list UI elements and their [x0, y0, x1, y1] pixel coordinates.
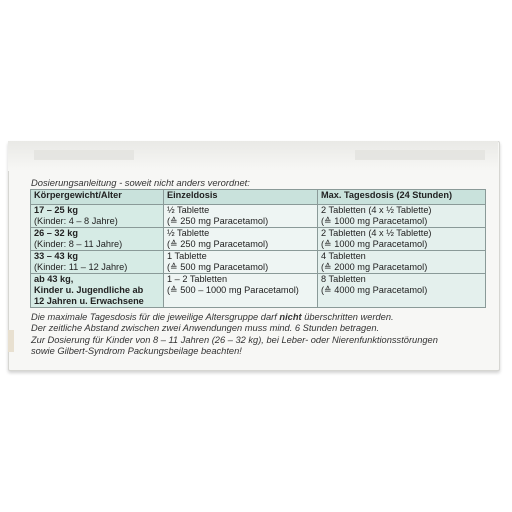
max-dose-mg: (≙ 4000 mg Paracetamol)	[321, 285, 428, 295]
max-dose-mg: (≙ 2000 mg Paracetamol)	[321, 262, 428, 272]
dosage-intro: Dosierungsanleitung - soweit nicht anders verordnet:	[31, 177, 250, 188]
table-row	[31, 205, 486, 228]
note-line-gilbert: sowie Gilbert-Syndrom Packungsbeilage beachten!	[31, 346, 242, 357]
table-header-row	[31, 190, 486, 205]
max-dose: 4 Tabletten	[321, 251, 366, 261]
header-single-dose: Einzeldosis	[164, 190, 318, 205]
single-dose: ½ Tablette	[167, 228, 210, 238]
age-range: (Kinder: 11 – 12 Jahre)	[34, 262, 128, 272]
table-row	[31, 251, 486, 274]
single-dose-mg: (≙ 500 – 1000 mg Paracetamol)	[167, 285, 299, 295]
table-row	[31, 274, 486, 308]
single-dose-mg: (≙ 500 mg Paracetamol)	[167, 262, 269, 272]
note-text: Die maximale Tagesdosis für die jeweilige Altersgruppe darf	[31, 312, 280, 322]
single-dose-mg: (≙ 250 mg Paracetamol)	[167, 216, 269, 226]
weight-range: ab 43 kg,	[34, 274, 74, 284]
note-line-children: Zur Dosierung für Kinder von 8 – 11 Jahren (26 – 32 kg), bei Leber- oder Nierenfunktionsstörungen	[31, 334, 438, 345]
weight-range: 33 – 43 kg	[34, 251, 78, 261]
dosage-table	[30, 189, 486, 308]
faint-print-left	[34, 150, 134, 160]
age-range: (Kinder: 8 – 11 Jahre)	[34, 239, 123, 249]
age-group-line: 12 Jahren u. Erwachsene	[34, 296, 144, 306]
single-dose: 1 – 2 Tabletten	[167, 274, 228, 284]
note-line-max-dose	[31, 312, 438, 323]
faint-print-right	[355, 150, 485, 160]
note-text: überschritten werden.	[301, 312, 394, 322]
dosage-notes	[31, 312, 438, 358]
max-dose-mg: (≙ 1000 mg Paracetamol)	[321, 216, 428, 226]
single-dose-mg: (≙ 250 mg Paracetamol)	[167, 239, 269, 249]
max-dose: 2 Tabletten (4 x ½ Tablette)	[321, 205, 432, 215]
header-weight-age: Körpergewicht/Alter	[31, 190, 164, 205]
age-group-line: Kinder u. Jugendliche ab	[34, 285, 144, 295]
note-emphasis: nicht	[279, 312, 302, 322]
table-row	[31, 228, 486, 251]
age-range: (Kinder: 4 – 8 Jahre)	[34, 216, 118, 226]
single-dose: 1 Tablette	[167, 251, 207, 261]
header-max-daily-dose: Max. Tagesdosis (24 Stunden)	[318, 190, 486, 205]
max-dose: 2 Tabletten (4 x ½ Tablette)	[321, 228, 432, 238]
max-dose-mg: (≙ 1000 mg Paracetamol)	[321, 239, 428, 249]
max-dose: 8 Tabletten	[321, 274, 366, 284]
weight-range: 17 – 25 kg	[34, 205, 78, 215]
weight-range: 26 – 32 kg	[34, 228, 78, 238]
box-edge-tab	[8, 330, 14, 352]
note-line-interval: Der zeitliche Abstand zwischen zwei Anwendungen muss mind. 6 Stunden betragen.	[31, 323, 380, 334]
single-dose: ½ Tablette	[167, 205, 210, 215]
